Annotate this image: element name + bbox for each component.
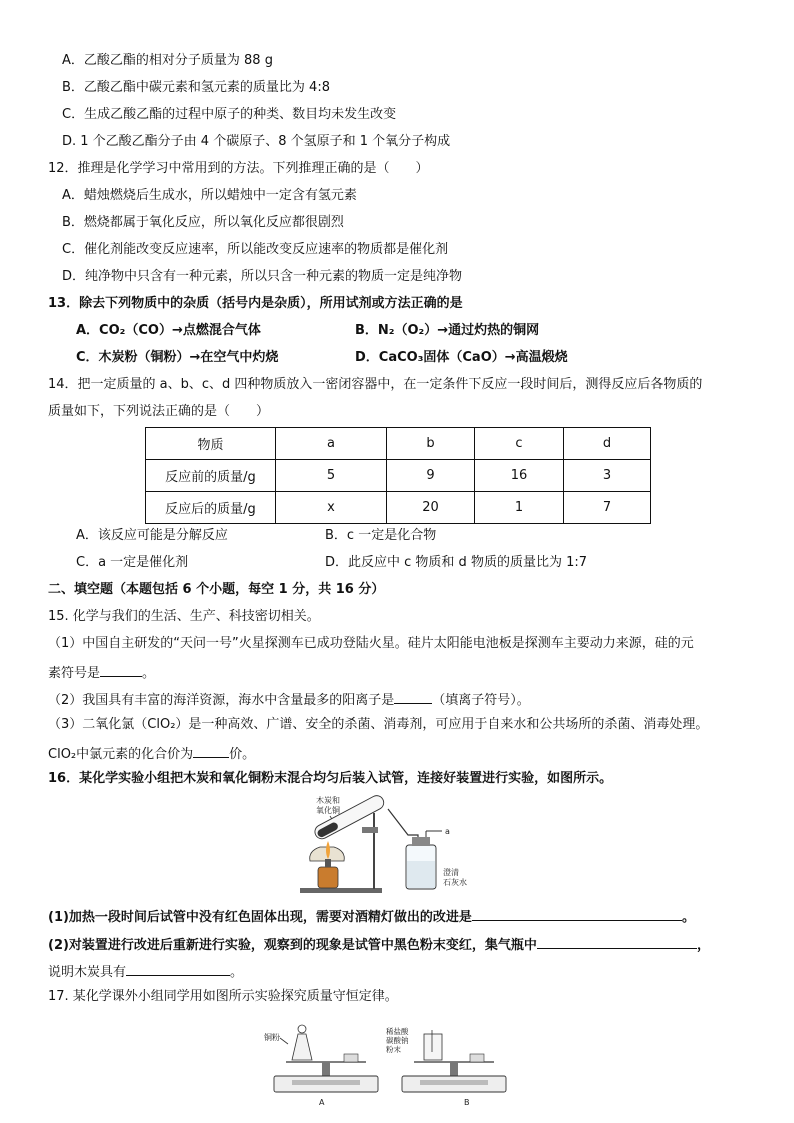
conical-flask [292, 1034, 312, 1060]
balance-scale [292, 1080, 360, 1085]
table-cell: 5 [276, 460, 387, 492]
q12-option-b: B．燃烧都属于氧化反应，所以氧化反应都很剧烈 [62, 215, 344, 230]
q16-part1-text: (1)加热一段时间后试管中没有红色固体出现，需要对酒精灯做出的改进是 [48, 910, 472, 925]
lamp-wick [325, 859, 331, 867]
q13-option-d: D．CaCO₃固体（CaO）→高温煅烧 [355, 350, 568, 365]
fig-label-copper-oxide: 氧化铜 [316, 806, 340, 815]
fig-label-limewater: 石灰水 [443, 878, 467, 887]
fig-leader-line [280, 1038, 288, 1044]
bottle-stopper [412, 837, 430, 846]
fig-label-hydrochloric-acid: 稀盐酸 [386, 1027, 409, 1036]
q11-option-d: D. 1 个乙酸乙酯分子由 4 个碳原子、8 个氢原子和 1 个氧分子构成 [62, 134, 451, 149]
q15-cation-blank[interactable] [394, 689, 432, 704]
q16-part3 [48, 961, 243, 982]
table-cell: 9 [387, 460, 475, 492]
table-cell: 16 [475, 460, 564, 492]
q17-balance-figure [262, 1020, 522, 1108]
limewater-liquid [407, 861, 435, 888]
q15-part3-line1: （3）二氧化氯（ClO₂）是一种高效、广谱、安全的杀菌、消毒剂，可应用于自来水和公共场所的杀菌、消毒处理。 [48, 717, 709, 732]
table-cell: 反应后的质量/g [146, 492, 276, 524]
q14-option-c: C．a 一定是催化剂 [76, 555, 189, 570]
table-header-cell: b [387, 428, 475, 460]
q15-stem: 15. 化学与我们的生活、生产、科技密切相关。 [48, 609, 320, 624]
table-cell: 反应前的质量/g [146, 460, 276, 492]
fig-caption-b: B [464, 1098, 470, 1107]
q16-lamp-improvement-blank[interactable] [472, 906, 682, 921]
q14-option-a: A．该反应可能是分解反应 [76, 528, 228, 543]
balance-b [386, 1026, 506, 1107]
q13-option-a: A．CO₂（CO）→点燃混合气体 [76, 323, 261, 338]
q12-stem: 12．推理是化学学习中常用到的方法。下列推理正确的是（ ） [48, 161, 429, 176]
q15-silicon-symbol-blank[interactable] [100, 662, 142, 677]
q13-option-b: B．N₂（O₂）→通过灼热的铜网 [355, 323, 540, 338]
alcohol-lamp [318, 867, 338, 888]
q14-option-d: D．此反应中 c 物质和 d 物质的质量比为 1:7 [325, 555, 587, 570]
q16-part2 [48, 934, 710, 955]
iron-stand-base [300, 888, 382, 893]
q16-part2-text: (2)对装置进行改进后重新进行实验，观察到的现象是试管中黑色粉末变红，集气瓶中 [48, 938, 537, 953]
q15-part3-line2 [48, 743, 255, 764]
q16-apparatus-figure [296, 793, 502, 898]
table-header-cell: a [276, 428, 387, 460]
q15-part1-text: 素符号是 [48, 666, 101, 681]
q13-option-c: C．木炭粉（铜粉）→在空气中灼烧 [76, 350, 279, 365]
weights [344, 1054, 358, 1062]
q15-part2-text: （2）我国具有丰富的海洋资源，海水中含量最多的阳离子是 [48, 693, 395, 708]
q14-option-b: B．c 一定是化合物 [325, 528, 437, 543]
q15-part3-text: ClO₂中氯元素的化合价为 [48, 747, 194, 762]
fig-label-sodium-carbonate: 碳酸钠 [386, 1036, 409, 1045]
q16-part1 [48, 906, 695, 927]
q11-option-a: A．乙酸乙酯的相对分子质量为 88 g [62, 53, 273, 68]
weights [470, 1054, 484, 1062]
balance-pillar [322, 1062, 330, 1076]
q14-stem-line1: 14．把一定质量的 a、b、c、d 四种物质放入一密闭容器中，在一定条件下反应一段时间后，测得反应后各物质的 [48, 377, 703, 392]
q15-part1-line1: （1）中国自主研发的“天问一号”火星探测车已成功登陆火星。硅片太阳能电池板是探测车主要动力来源，硅的元 [48, 636, 694, 651]
table-header-row [146, 428, 651, 460]
q16-bottle-observation-blank[interactable] [537, 934, 697, 949]
q16-part2-end: ， [696, 938, 710, 953]
section2-title: 二、填空题（本题包括 6 个小题，每空 1 分，共 16 分） [48, 582, 385, 597]
q15-part1-end: 。 [142, 666, 156, 681]
q11-option-b: B．乙酸乙酯中碳元素和氢元素的质量比为 4:8 [62, 80, 330, 95]
q12-option-c: C．催化剂能改变反应速率，所以能改变反应速率的物质都是催化剂 [62, 242, 449, 257]
beaker [424, 1034, 442, 1060]
q14-mass-table [145, 427, 651, 524]
table-cell: 3 [564, 460, 651, 492]
q16-property-blank[interactable] [126, 961, 230, 976]
table-cell: x [276, 492, 387, 524]
q15-valence-blank[interactable] [193, 743, 229, 758]
balance-a [264, 1025, 378, 1107]
q16-part1-end: 。 [681, 910, 695, 925]
fig-label-powder: 粉末 [386, 1045, 401, 1054]
q15-part2 [48, 689, 530, 710]
table-cell: 7 [564, 492, 651, 524]
q14-stem-line2: 质量如下，下列说法正确的是（ ） [48, 404, 270, 419]
fig-label-clear: 澄清 [443, 868, 459, 877]
q17-stem: 17. 某化学课外小组同学用如图所示实验探究质量守恒定律。 [48, 989, 398, 1004]
table-cell: 20 [387, 492, 475, 524]
q16-part3-end: 。 [230, 965, 244, 980]
table-row [146, 492, 651, 524]
q13-stem: 13．除去下列物质中的杂质（括号内是杂质），所用试剂或方法正确的是 [48, 296, 463, 311]
fig-caption-a: A [319, 1098, 325, 1107]
balance-pillar [450, 1062, 458, 1076]
q15-part3-end: 价。 [229, 747, 256, 762]
table-cell: 1 [475, 492, 564, 524]
balance-scale [420, 1080, 488, 1085]
q15-part2-end: （填离子符号）。 [432, 693, 530, 708]
q11-option-c: C．生成乙酸乙酯的过程中原子的种类、数目均未发生改变 [62, 107, 397, 122]
clamp [362, 827, 378, 833]
table-header-cell: c [475, 428, 564, 460]
q15-part1-line2 [48, 662, 155, 683]
balloon [298, 1025, 306, 1033]
q12-option-d: D．纯净物中只含有一种元素，所以只含一种元素的物质一定是纯净物 [62, 269, 463, 284]
q16-stem: 16．某化学实验小组把木炭和氧化铜粉末混合均匀后装入试管，连接好装置进行实验，如图所示。 [48, 771, 613, 786]
table-header-cell: 物质 [146, 428, 276, 460]
fig-label-carbon: 木炭和 [316, 796, 340, 805]
q12-option-a: A．蜡烛燃烧后生成水，所以蜡烛中一定含有氢元素 [62, 188, 357, 203]
table-header-cell: d [564, 428, 651, 460]
fig-label-a: a [445, 827, 450, 836]
fig-label-copper-powder: 铜粉 [264, 1033, 280, 1042]
table-row [146, 460, 651, 492]
q16-part3-text: 说明木炭具有 [48, 965, 127, 980]
